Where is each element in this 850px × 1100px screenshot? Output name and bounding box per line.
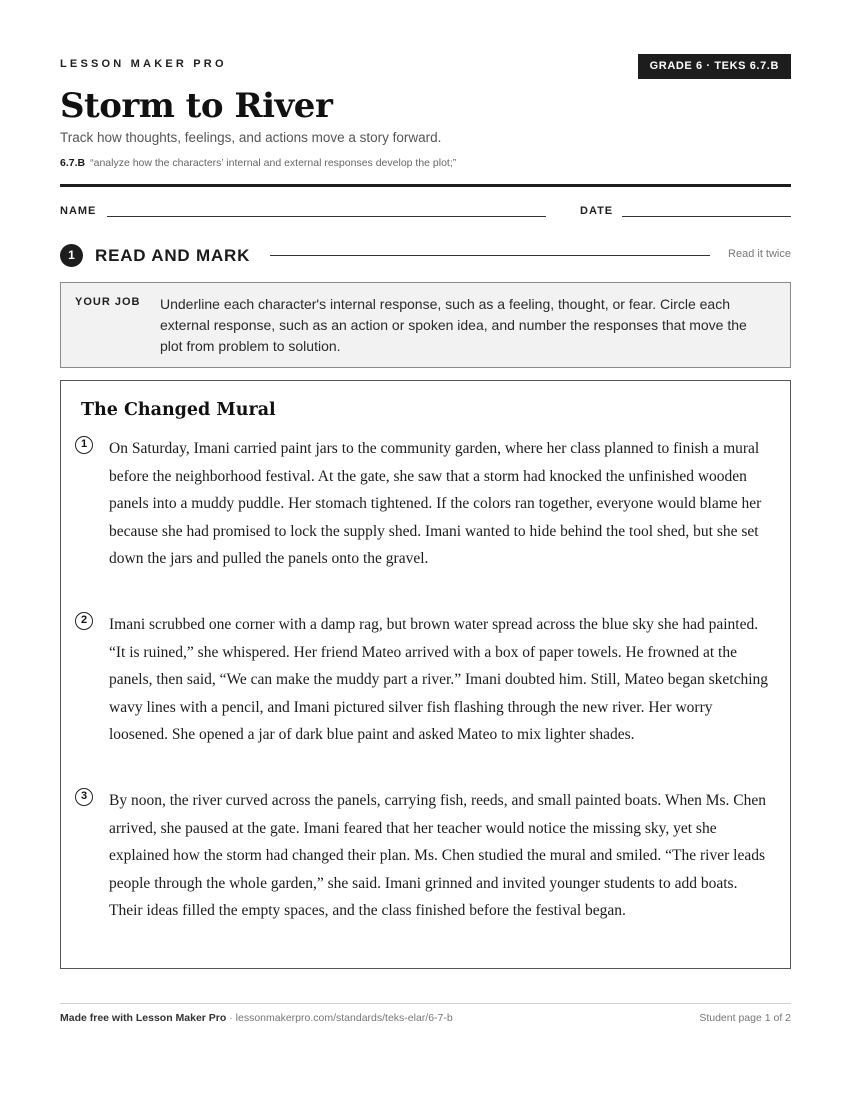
instructions-box	[60, 282, 791, 368]
name-field[interactable]	[107, 216, 546, 217]
name-label: NAME	[60, 205, 97, 217]
date-field[interactable]	[622, 216, 791, 217]
standard-text: “analyze how the characters’ internal and external responses develop the plot;”	[90, 157, 457, 169]
page-subtitle: Track how thoughts, feelings, and actions move a story forward.	[60, 130, 442, 145]
date-label: DATE	[580, 205, 614, 217]
header-divider	[60, 184, 791, 187]
paragraph-text: By noon, the river curved across the panels, carrying fish, reeds, and small painted boats. When Ms. Chen arrived, she paused at the gate. Imani feared that her teacher would notice the missing sky, yet she explained how the storm had changed their plan. Ms. Chen studied the mural and smiled. “The river leads people through the whole garden,” she said. Imani grinned and invited younger students to add boats. Their ideas filled the empty spaces, and the class finished before the festival began.	[109, 792, 767, 919]
reading-passage-box	[60, 380, 791, 969]
footer-made-with: Made free with Lesson Maker Pro	[60, 1012, 227, 1024]
footer-credit	[60, 1012, 453, 1024]
paragraph-number: 1	[75, 436, 93, 454]
page-title: Storm to River	[60, 86, 333, 126]
instructions-label: YOUR JOB	[75, 296, 141, 308]
worksheet-page	[60, 0, 791, 1100]
standard-code: 6.7.B	[60, 157, 86, 169]
brand-name: LESSON MAKER PRO	[60, 58, 227, 70]
section-number-badge: 1	[60, 244, 83, 267]
standard-line	[60, 157, 456, 169]
instructions-text: Underline each character's internal response, such as a feeling, thought, or fear. Circle each external response, such as an action or spoken idea, and number the responses that move the plot from problem to solution.	[160, 296, 747, 354]
footer-page-number: Student page 1 of 2	[699, 1012, 791, 1024]
passage-title: The Changed Mural	[81, 400, 276, 420]
section-divider	[270, 255, 710, 256]
grade-badge: GRADE 6 · TEKS 6.7.B	[638, 54, 791, 79]
footer-url: · lessonmakerpro.com/standards/teks-elar/6-7-b	[226, 1012, 453, 1024]
section-title: READ AND MARK	[95, 246, 251, 265]
paragraph-number: 3	[75, 788, 93, 806]
paragraph-text: Imani scrubbed one corner with a damp rag, but brown water spread across the blue sky she had painted. “It is ruined,” she whispered. Her friend Mateo arrived with a box of paper towels. He frowned at the panels, then said, “We can make the muddy part a river.” Imani doubted him. Still, Mateo began sketching wavy lines with a pencil, and Imani pictured silver fish flashing through the new river. Her worry loosened. She opened a jar of dark blue paint and asked Mateo to mix lighter shades.	[109, 616, 769, 743]
footer-divider	[60, 1003, 791, 1004]
section-note: Read it twice	[728, 248, 791, 260]
paragraph-number: 2	[75, 612, 93, 630]
paragraph-text: On Saturday, Imani carried paint jars to the community garden, where her class planned to finish a mural before the neighborhood festival. At the gate, she saw that a storm had knocked the unfinished wooden panels into a muddy puddle. Her stomach tightened. If the colors ran together, everyone would blame her because she had promised to lock the supply shed. Imani wanted to hide behind the tool shed, but she set down the jars and pulled the panels onto the gravel.	[109, 440, 762, 567]
